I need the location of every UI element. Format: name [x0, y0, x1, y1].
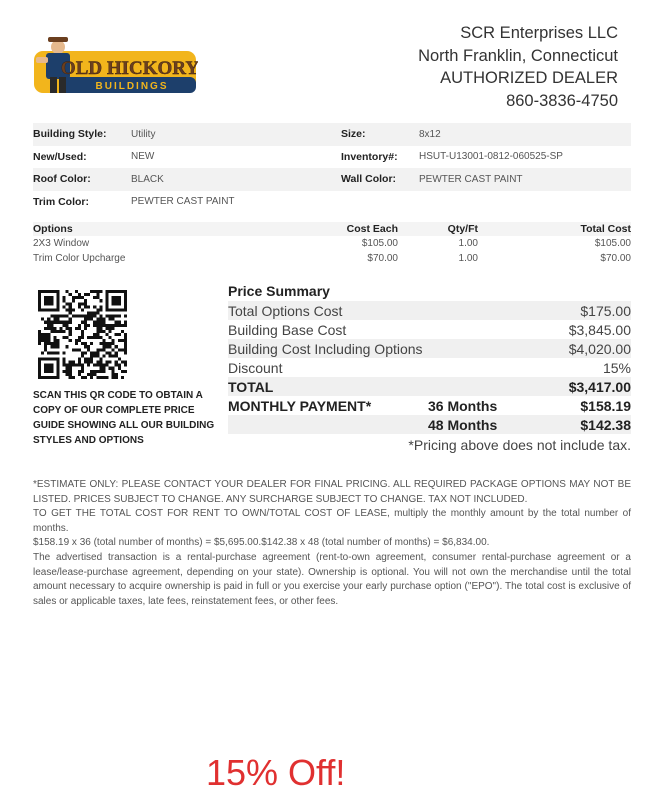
incl-options-label: Building Cost Including Options: [228, 340, 423, 357]
options-table: [33, 222, 631, 266]
disclaimer-total-cost: TO GET THE TOTAL COST FOR RENT TO OWN/TOTAL COST OF LEASE, multiply the monthly amount by the total number of months.: [33, 508, 631, 534]
options-header: Options: [33, 223, 73, 235]
new-used-label: New/Used:: [33, 150, 87, 163]
wall-color-value: PEWTER CAST PAINT: [419, 173, 523, 185]
options-header-row: [33, 222, 631, 236]
dealer-phone: 860-3836-4750: [506, 91, 618, 110]
dealer-status: AUTHORIZED DEALER: [440, 69, 618, 87]
inventory-label: Inventory#:: [341, 150, 398, 163]
trim-color-label: Trim Color:: [33, 195, 90, 208]
options-cost-value: $175.00: [580, 302, 631, 319]
option-qty: 1.00: [458, 253, 478, 264]
total-label: TOTAL: [228, 378, 274, 395]
summary-row: [228, 339, 631, 358]
summary-row: [228, 320, 631, 339]
option-cost: $105.00: [361, 238, 398, 249]
option-cost: $70.00: [367, 253, 398, 264]
total-cost-header: Total Cost: [580, 223, 631, 235]
roof-color-value: BLACK: [131, 173, 164, 185]
qr-code[interactable]: [38, 290, 127, 379]
wall-color-label: Wall Color:: [341, 173, 397, 186]
qty-header: Qty/Ft: [447, 223, 478, 235]
monthly-payment-label: MONTHLY PAYMENT*: [228, 397, 372, 414]
spec-row: [33, 123, 631, 146]
option-total: $105.00: [594, 238, 631, 249]
inventory-value: HSUT-U13001-0812-060525-SP: [419, 151, 563, 163]
dealer-name: SCR Enterprises LLC: [460, 24, 618, 42]
dealer-info: [418, 22, 618, 112]
monthly-payment-row: [228, 415, 631, 434]
qr-code-graphic: [38, 290, 127, 379]
price-summary-title: Price Summary: [228, 283, 330, 299]
payment-48: $142.38: [580, 416, 631, 433]
option-name: Trim Color Upcharge: [33, 253, 126, 264]
spec-row: [33, 146, 631, 169]
qr-caption: SCAN THIS QR CODE TO OBTAIN A COPY OF OUR COMPLETE PRICE GUIDE SHOWING ALL OUR BUILDING STYLES AND OPTIONS: [33, 390, 215, 446]
summary-row: [228, 377, 631, 396]
roof-color-label: Roof Color:: [33, 173, 91, 186]
monthly-payment-row: [228, 396, 631, 415]
summary-row: [228, 301, 631, 320]
logo-top-text: OLD HICKORY: [60, 58, 198, 79]
summary-row: [228, 358, 631, 377]
price-summary: [228, 281, 631, 456]
spec-row: [33, 168, 631, 191]
option-total: $70.00: [600, 253, 631, 264]
size-label: Size:: [341, 128, 366, 141]
option-qty: 1.00: [458, 238, 478, 249]
old-hickory-logo: [32, 33, 198, 95]
payment-36: $158.19: [580, 397, 631, 414]
disclaimer: [33, 478, 631, 609]
new-used-value: NEW: [131, 151, 155, 163]
building-style-value: Utility: [131, 128, 156, 140]
discount-value: 15%: [602, 359, 631, 376]
term-36: 36 Months: [428, 397, 498, 414]
term-48: 48 Months: [428, 416, 498, 433]
logo-bottom-text: BUILDINGS: [95, 81, 169, 92]
promo-text: 15% Off!: [206, 752, 346, 793]
base-cost-value: $3,845.00: [568, 321, 631, 338]
disclaimer-calculation: $158.19 x 36 (total number of months) = $5,695.00.$142.38 x 48 (total number of months) = $6,834.00.: [33, 537, 490, 549]
cost-each-header: Cost Each: [346, 223, 398, 235]
disclaimer-estimate: *ESTIMATE ONLY: PLEASE CONTACT YOUR DEALER FOR FINAL PRICING. ALL REQUIRED PACKAGE OPTIONS MAY NOT BE LISTED. PRICES SUBJECT TO CHANGE. ANY SURCHARGE SUBJECT TO CHANGE. TAX NOT INCLUDED.: [33, 479, 631, 505]
trim-color-value: PEWTER CAST PAINT: [131, 196, 235, 208]
spec-row: [33, 191, 631, 214]
total-value: $3,417.00: [568, 378, 631, 395]
option-name: 2X3 Window: [33, 238, 90, 249]
tax-note: *Pricing above does not include tax.: [408, 437, 631, 453]
incl-options-value: $4,020.00: [568, 340, 631, 357]
size-value: 8x12: [419, 128, 441, 140]
discount-label: Discount: [228, 359, 283, 376]
logo-graphic: [32, 33, 198, 95]
building-specs: [33, 123, 631, 213]
base-cost-label: Building Base Cost: [228, 321, 347, 338]
table-row: [33, 236, 631, 251]
options-cost-label: Total Options Cost: [228, 302, 343, 319]
building-style-label: Building Style:: [33, 128, 107, 141]
table-row: [33, 251, 631, 266]
disclaimer-rental-terms: The advertised transaction is a rental-purchase agreement (rent-to-own agreement, consumer rental-purchase agreement or a lease/lease-purchase agreement, depending on your state). Ownership is optional. You will not own the merchandise until the total amount necessary to acquire ownership is paid in full or you exercise your early purchase option ("EPO"). The total cost is exclusive of sales or applicable taxes, late fees, reinstatement fees, or other fees.: [33, 551, 631, 607]
dealer-location: North Franklin, Connecticut: [418, 46, 618, 65]
